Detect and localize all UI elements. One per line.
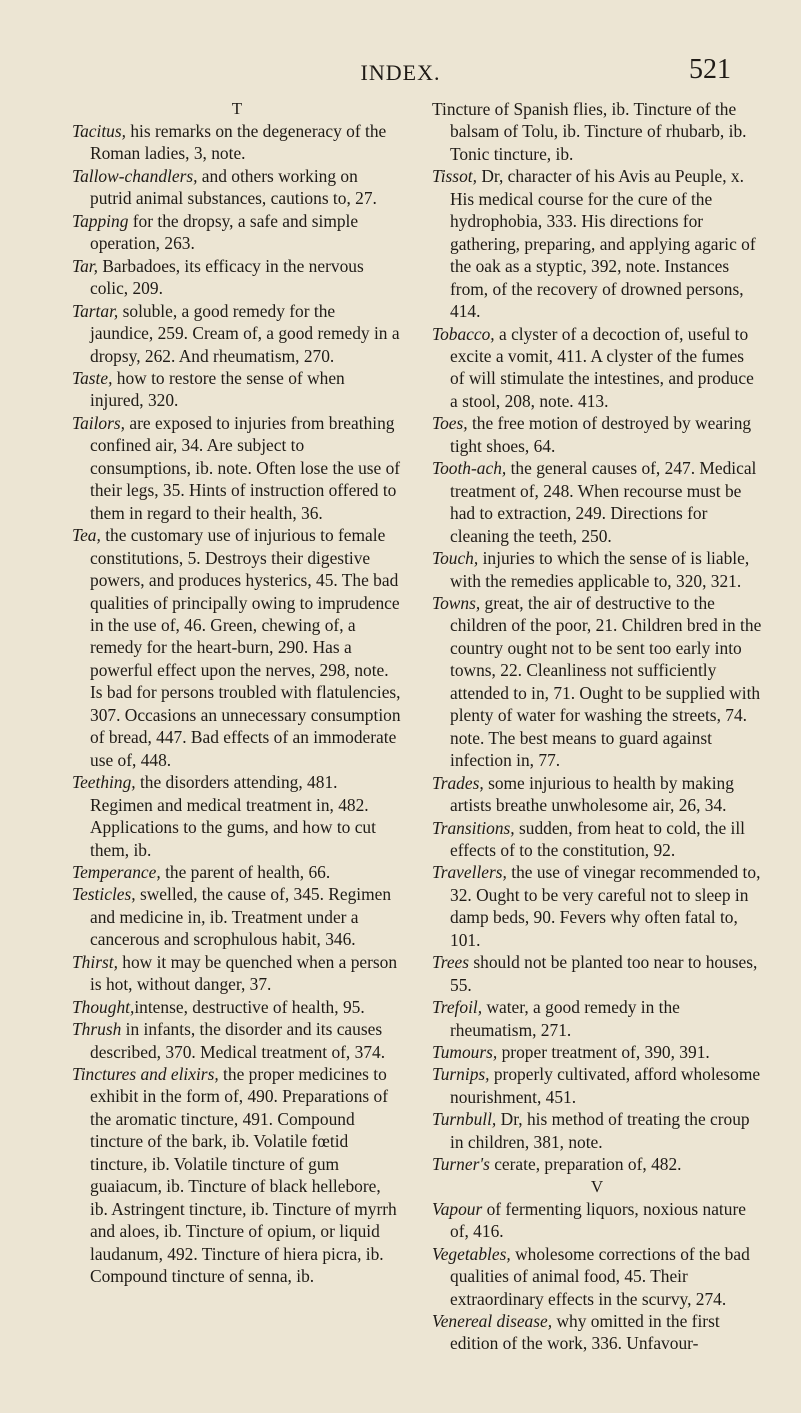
index-entry [72, 255, 402, 300]
index-term: Trades, [432, 772, 484, 793]
index-entry [72, 300, 402, 367]
index-text: cerate, preparation of, 482. [489, 1154, 682, 1175]
index-entry [432, 1310, 762, 1355]
index-entry [432, 412, 762, 457]
index-text: of fermenting liquors, noxious nature of, 416. [450, 1198, 746, 1242]
page-number: 521 [689, 54, 731, 85]
index-term: Tacitus, [72, 121, 126, 141]
letter-heading: T [231, 99, 243, 118]
index-text: swelled, the cause of, 345. Regimen and medicine in, ib. Treatment under a cancerous and scrophulous habit, 346. [90, 884, 392, 950]
letter-heading: V [590, 1176, 604, 1196]
index-entry [72, 367, 402, 412]
index-entry [72, 883, 402, 950]
index-entry [72, 996, 402, 1018]
index-text: and others working on putrid animal substances, cautions to, 27. [90, 165, 377, 209]
index-column-right [432, 98, 762, 1355]
index-text: the customary use of injurious to female constitutions, 5. Destroys their digestive powers, and produces hysterics, 45. The bad qualities of principally owing to imprudence in the use of, 46. Green, chewing of, a remedy for the heart-burn, 290. Has a powerful effect upon the nerves, 298, note. Is bad for persons troubled with flatulencies, 307. Occasions an unnecessary consumption of bread, 447. Bad effects of an immoderate use of, 448. [90, 525, 401, 770]
index-entry [72, 524, 402, 771]
index-entry [432, 996, 762, 1041]
index-term: Thrush [72, 1019, 122, 1040]
index-entry [432, 1198, 762, 1243]
index-column-left [72, 98, 402, 1288]
index-entry [432, 1063, 762, 1108]
index-term: Teething, [72, 772, 136, 793]
running-head-title: INDEX. [360, 60, 441, 85]
index-entry [432, 165, 762, 322]
index-entry [72, 1018, 402, 1063]
index-text: in infants, the disorder and its causes described, 370. Medical treatment of, 374. [90, 1019, 386, 1062]
index-term: Taste, [72, 367, 113, 388]
index-term: Venereal disease, [432, 1311, 553, 1332]
index-term: Vegetables, [432, 1243, 511, 1264]
index-term: Turnbull, [432, 1109, 497, 1130]
index-text: are exposed to injuries from breathing confined air, 34. Are subject to consumptions, ib. note. Often lose the use of their legs, 35. Hints of instruction offered to them in regard to their health, 36. [90, 412, 401, 523]
index-text: the use of vinegar recommended to, 32. Ought to be very careful not to sleep in damp beds, 90. Fevers why often fatal to, 101. [450, 862, 761, 950]
index-text: his remarks on the degeneracy of the Roman ladies, 3, note. [90, 121, 387, 164]
index-text: some injurious to health by making artists breathe unwholesome air, 26, 34. [450, 772, 734, 816]
index-text: the free motion of destroyed by wearing tight shoes, 64. [450, 413, 752, 456]
index-term: Tailors, [72, 412, 126, 433]
index-entry [432, 861, 762, 951]
index-text: how to restore the sense of when injured, 320. [90, 367, 345, 411]
index-entry [432, 817, 762, 862]
index-text: a clyster of a decoction of, useful to excite a vomit, 411. A clyster of the fumes of will stimulate the intestines, and produce a stool, 208, note. 413. [450, 323, 754, 411]
index-text: the proper medicines to exhibit in the form of, 490. Preparations of the aromatic tincture, 491. Compound tincture of the bark, ib. Volatile fœtid tincture, ib. Volatile tincture of gum guaiacum, ib. Tincture of black hellebore, ib. Astringent tincture, ib. Tincture of myrrh and aloes, ib. Tincture of opium, or liquid laudanum, 492. Tincture of hiera picra, ib. Compound tincture of senna, ib. [90, 1064, 397, 1287]
index-term: Travellers, [432, 862, 507, 883]
index-term: Tartar, [72, 300, 119, 321]
index-entry [72, 120, 402, 165]
index-text: Dr, his method of treating the croup in children, 381, note. [450, 1109, 750, 1152]
index-text: Tincture of Spanish flies, ib. Tincture of the balsam of Tolu, ib. Tincture of rhubarb, ib. Tonic tincture, ib. [432, 99, 747, 164]
index-entry [432, 951, 762, 996]
index-term: Testicles, [72, 884, 136, 905]
index-text: proper treatment of, 390, 391. [497, 1042, 710, 1063]
index-term: Tar, [72, 255, 98, 276]
index-term: Tea, [72, 525, 101, 546]
index-entry [432, 1041, 762, 1063]
index-text: should not be planted too near to houses, 55. [450, 952, 758, 995]
index-term: Trees [432, 952, 470, 973]
index-term: Turner's [432, 1154, 490, 1175]
index-term: Tissot, [432, 166, 477, 187]
index-term: Towns, [432, 592, 481, 613]
index-entry [72, 412, 402, 524]
index-entry [72, 951, 402, 996]
index-term: Touch, [432, 548, 479, 569]
index-term: Temperance, [72, 861, 161, 882]
index-text: intense, destructive of health, 95. [134, 996, 365, 1017]
index-text: the general causes of, 247. Medical treatment of, 248. When recourse must be had to extraction, 249. Directions for cleaning the teeth, 250. [450, 458, 757, 546]
index-text: Barbadoes, its efficacy in the nervous colic, 209. [90, 255, 364, 299]
index-entry [432, 547, 762, 592]
index-entry [432, 1153, 762, 1175]
index-text: wholesome corrections of the bad qualities of animal food, 45. Their extraordinary effects in the scurvy, 274. [450, 1243, 750, 1309]
index-term: Thirst, [72, 951, 118, 972]
index-text: Dr, character of his Avis au Peuple, x. His medical course for the cure of the hydrophobia, 333. His directions for gathering, preparing, and applying agaric of the oak as a styptic, 392, note. Instances from, of the recovery of drowned persons, 414. [450, 166, 756, 322]
index-term: Tinctures and elixirs, [72, 1064, 219, 1085]
index-term: Tumours, [432, 1042, 498, 1063]
index-entry [72, 165, 402, 210]
index-entry [432, 1243, 762, 1310]
index-text: injuries to which the sense of is liable, with the remedies applicable to, 320, 321. [450, 548, 750, 591]
index-entry [432, 457, 762, 547]
index-term: Trefoil, [432, 997, 483, 1018]
index-term: Toes, [432, 413, 468, 434]
index-entry [432, 592, 762, 772]
index-entry [432, 772, 762, 817]
index-text: how it may be quenched when a person is hot, without danger, 37. [90, 951, 398, 995]
index-entry [72, 1063, 402, 1288]
index-term: Thought, [72, 996, 135, 1017]
index-entry [432, 1108, 762, 1153]
index-entry [72, 210, 402, 255]
index-text: for the dropsy, a safe and simple operation, 263. [90, 210, 359, 254]
index-term: Tallow-chandlers, [72, 165, 198, 186]
index-term: Vapour [432, 1198, 483, 1219]
index-term: Tobacco, [432, 323, 495, 344]
index-text: why omitted in the first edition of the work, 336. Unfavour- [450, 1311, 720, 1354]
index-text: properly cultivated, afford wholesome nourishment, 451. [450, 1064, 761, 1107]
index-term: Turnips, [432, 1064, 490, 1085]
index-text: the parent of health, 66. [160, 861, 331, 882]
running-head [0, 50, 801, 90]
index-text: sudden, from heat to cold, the ill effects of to the constitution, 92. [450, 817, 746, 860]
index-entry [432, 98, 762, 165]
index-entry [72, 861, 402, 883]
index-text: soluble, a good remedy for the jaundice, 259. Cream of, a good remedy in a dropsy, 262. And rheumatism, 270. [90, 300, 400, 366]
index-text: water, a good remedy in the rheumatism, 271. [450, 997, 680, 1040]
index-text: the disorders attending, 481. Regimen and medical treatment in, 482. Applications to the gums, and how to cut them, ib. [90, 772, 376, 860]
index-entry [72, 771, 402, 861]
index-term: Tapping [72, 210, 129, 231]
index-term: Transitions, [432, 817, 515, 838]
index-entry [432, 323, 762, 413]
index-term: Tooth-ach, [432, 458, 507, 479]
index-text: great, the air of destructive to the children of the poor, 21. Children bred in the country ought not to be sent too early into towns, 22. Cleanliness not sufficiently attended to in, 71. Ought to be supplied with plenty of water for washing the streets, 74. note. The best means to guard against infection in, 77. [450, 592, 762, 771]
